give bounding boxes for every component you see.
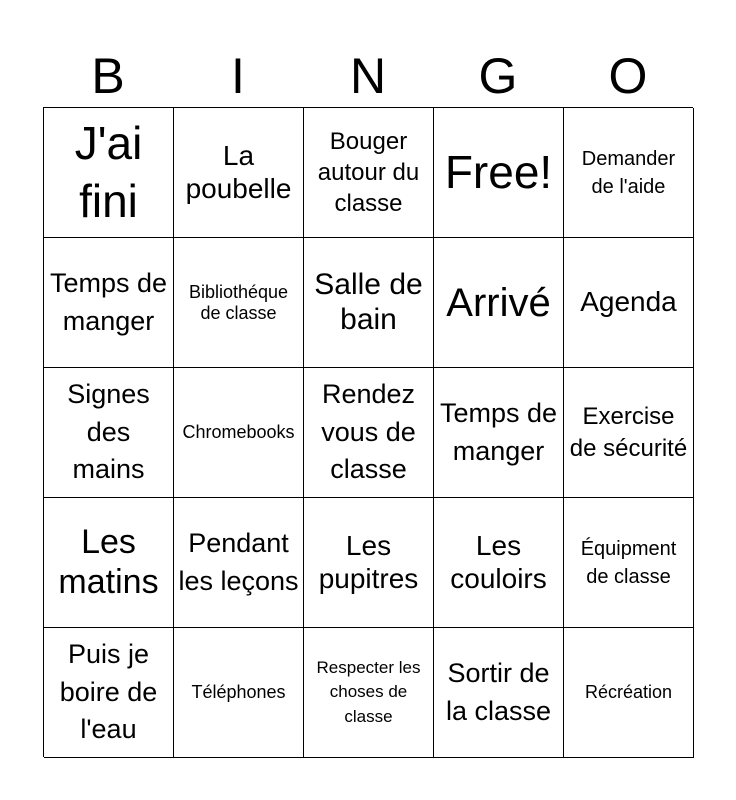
bingo-cell[interactable]: Équipment de classe: [564, 498, 694, 628]
bingo-cell[interactable]: Temps de manger: [44, 238, 174, 368]
header-letter-o: O: [608, 48, 648, 104]
bingo-board: [43, 107, 693, 757]
bingo-cell[interactable]: Téléphones: [174, 628, 304, 758]
bingo-cell[interactable]: Temps de manger: [434, 368, 564, 498]
bingo-cell[interactable]: Salle de bain: [304, 238, 434, 368]
header-letter-g: G: [478, 48, 518, 104]
bingo-cell[interactable]: Arrivé: [434, 238, 564, 368]
bingo-cell[interactable]: La poubelle: [174, 108, 304, 238]
bingo-cell[interactable]: Les pupitres: [304, 498, 434, 628]
bingo-cell[interactable]: Chromebooks: [174, 368, 304, 498]
bingo-cell[interactable]: Les matins: [44, 498, 174, 628]
header-letter-b: B: [91, 48, 125, 104]
bingo-cell[interactable]: Pendant les leçons: [174, 498, 304, 628]
bingo-cell[interactable]: Demander de l'aide: [564, 108, 694, 238]
bingo-cell[interactable]: Sortir de la classe: [434, 628, 564, 758]
bingo-cell[interactable]: Puis je boire de l'eau: [44, 628, 174, 758]
bingo-cell-free[interactable]: Free!: [434, 108, 564, 238]
bingo-cell[interactable]: Exercise de sécurité: [564, 368, 694, 498]
bingo-cell[interactable]: Bouger autour du classe: [304, 108, 434, 238]
bingo-cell[interactable]: Agenda: [564, 238, 694, 368]
header-letter-i: I: [231, 48, 245, 104]
bingo-cell[interactable]: Bibliothéque de classe: [174, 238, 304, 368]
bingo-cell[interactable]: Rendez vous de classe: [304, 368, 434, 498]
bingo-header: [43, 44, 693, 108]
bingo-cell[interactable]: Récréation: [564, 628, 694, 758]
bingo-cell[interactable]: Signes des mains: [44, 368, 174, 498]
bingo-cell[interactable]: Respecter les choses de classe: [304, 628, 434, 758]
header-letter-n: N: [349, 48, 387, 104]
bingo-cell[interactable]: Les couloirs: [434, 498, 564, 628]
bingo-cell[interactable]: J'ai fini: [44, 108, 174, 238]
